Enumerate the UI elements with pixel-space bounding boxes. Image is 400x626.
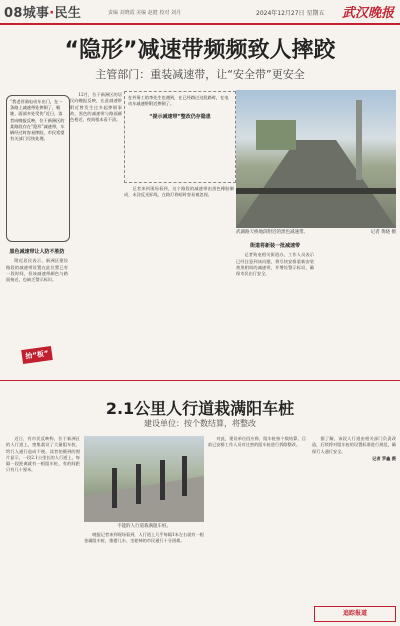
- story1-column-2: [124, 186, 234, 376]
- story1-highlight-box: [124, 91, 236, 183]
- story1-column-left: [6, 246, 68, 342]
- bollard-photo: [84, 436, 204, 522]
- story1-headline: “隐形”减速带频频致人摔跤: [64, 38, 336, 63]
- road-illustration: [236, 90, 396, 228]
- section-title: 08城事·民生: [4, 6, 82, 21]
- stamp-badge: 抬“板”: [21, 346, 53, 364]
- page-header: [0, 0, 400, 24]
- header-rule: [0, 23, 400, 25]
- story1-column-3: [236, 240, 314, 378]
- paragraph: 晚报记者来到现场看到，人行道上几乎每隔1米左右就有一根金属阻车桩，推婴儿车、坐轮椅的市民通行十分困难。: [84, 532, 204, 544]
- story-divider: [0, 380, 400, 381]
- masthead-logo: 武汉晚报: [341, 6, 394, 21]
- box-heading: “提示减速带”整改仍存隐患: [149, 114, 211, 121]
- paragraph: 记者致电相关街道办，工作人员表示已经注意到该问题，将尽快安排重新安装黄黑相间的减速带，并增设警示标识，确保市民出行安全。: [236, 252, 314, 277]
- story2-headline: 2.1公里人行道栽满阳车桩: [105, 399, 295, 418]
- editors-line: 责编 刘晓霞 美编 赵健 校对 刘丹: [108, 10, 181, 16]
- story1-subheadline: 主管部门：重装减速带，让“安全带”更安全: [95, 68, 305, 81]
- issue-date: 2024年12月27日 星期五: [256, 10, 325, 17]
- paragraph: 记者来到现场看到，这个路段的减速带由黑色橡胶制成，未涂反光标线，在路灯昏暗时容易被忽视。: [124, 186, 234, 198]
- section-subheading: 黑色减速带让人防不胜防: [9, 249, 65, 255]
- story1-column-1: [70, 92, 122, 372]
- speed-bump-photo: [236, 90, 396, 228]
- bollard-photo-caption: 不能的人行道栽满阻车桩。: [117, 524, 171, 529]
- story2-subheadline: 建设单位：按个数结算，将整改: [144, 419, 256, 428]
- speed-bump-photo-caption: 武湖路天桥地段附近的黑色减速带。 记者 黄晓 摄: [236, 230, 396, 235]
- reporter-credit: 记者 罗鑫 摄: [372, 455, 396, 461]
- paragraph: 对此，建设单位回应称，阻车桩按个数结算，目前已安排工作人员对过密的阻车桩进行拆除整改。: [208, 436, 306, 448]
- paragraph: 近日，有市民反映称，位于新洲区的人行道上，密集栽设了大量阻车桩，给行人通行造成不便。读者拍摄到的照片显示，一段2.1公里长的人行道上，每隔一段距离就有一根阻车桩，有的间距只有几十厘米。: [6, 436, 80, 473]
- paragraph: 12月，位于新洲区的居民向晚报反映，在此减速带附近曾发生过多起摔倒事故，黑色的减速带与路面颜色相近，夜间根本看不清。: [70, 92, 122, 123]
- box-text: 在外务工的李先生也遇到，在已经路过这段路时，在电动车减速带附近摔倒了。: [128, 95, 229, 107]
- story2-column-4: [312, 436, 396, 600]
- paragraph: 附近居民表示，新洲区建设路段的减速带设置在此位置已有一段时间，但该减速带颜色与路面接近，也缺乏警示标识。: [6, 258, 68, 283]
- story2-column-1: [6, 436, 80, 622]
- paragraph: 据了解，该段人行道由相关部门负责改造，后续将对阻车桩的设置标准进行规范，确保行人通行安全。: [312, 436, 396, 454]
- story2-column-2: [84, 532, 204, 622]
- bollard-illustration: [84, 436, 204, 522]
- story2-column-3: [208, 436, 306, 622]
- lead-text: “我老伴骑电动车出门，在一条路上减速带处摔倒了，喉咙、面部多处受伤”近日，读者向晚报反映，位于新洲区的某路段存在“隐形”减速带，车辆经过时容易摔跤，市民希望有关部门尽快处理。: [10, 99, 65, 142]
- story1-lead-box: [6, 95, 70, 242]
- follow-up-link[interactable]: 追踪报道: [314, 606, 396, 622]
- section-subheading: 街道将新装一批减速带: [249, 243, 300, 249]
